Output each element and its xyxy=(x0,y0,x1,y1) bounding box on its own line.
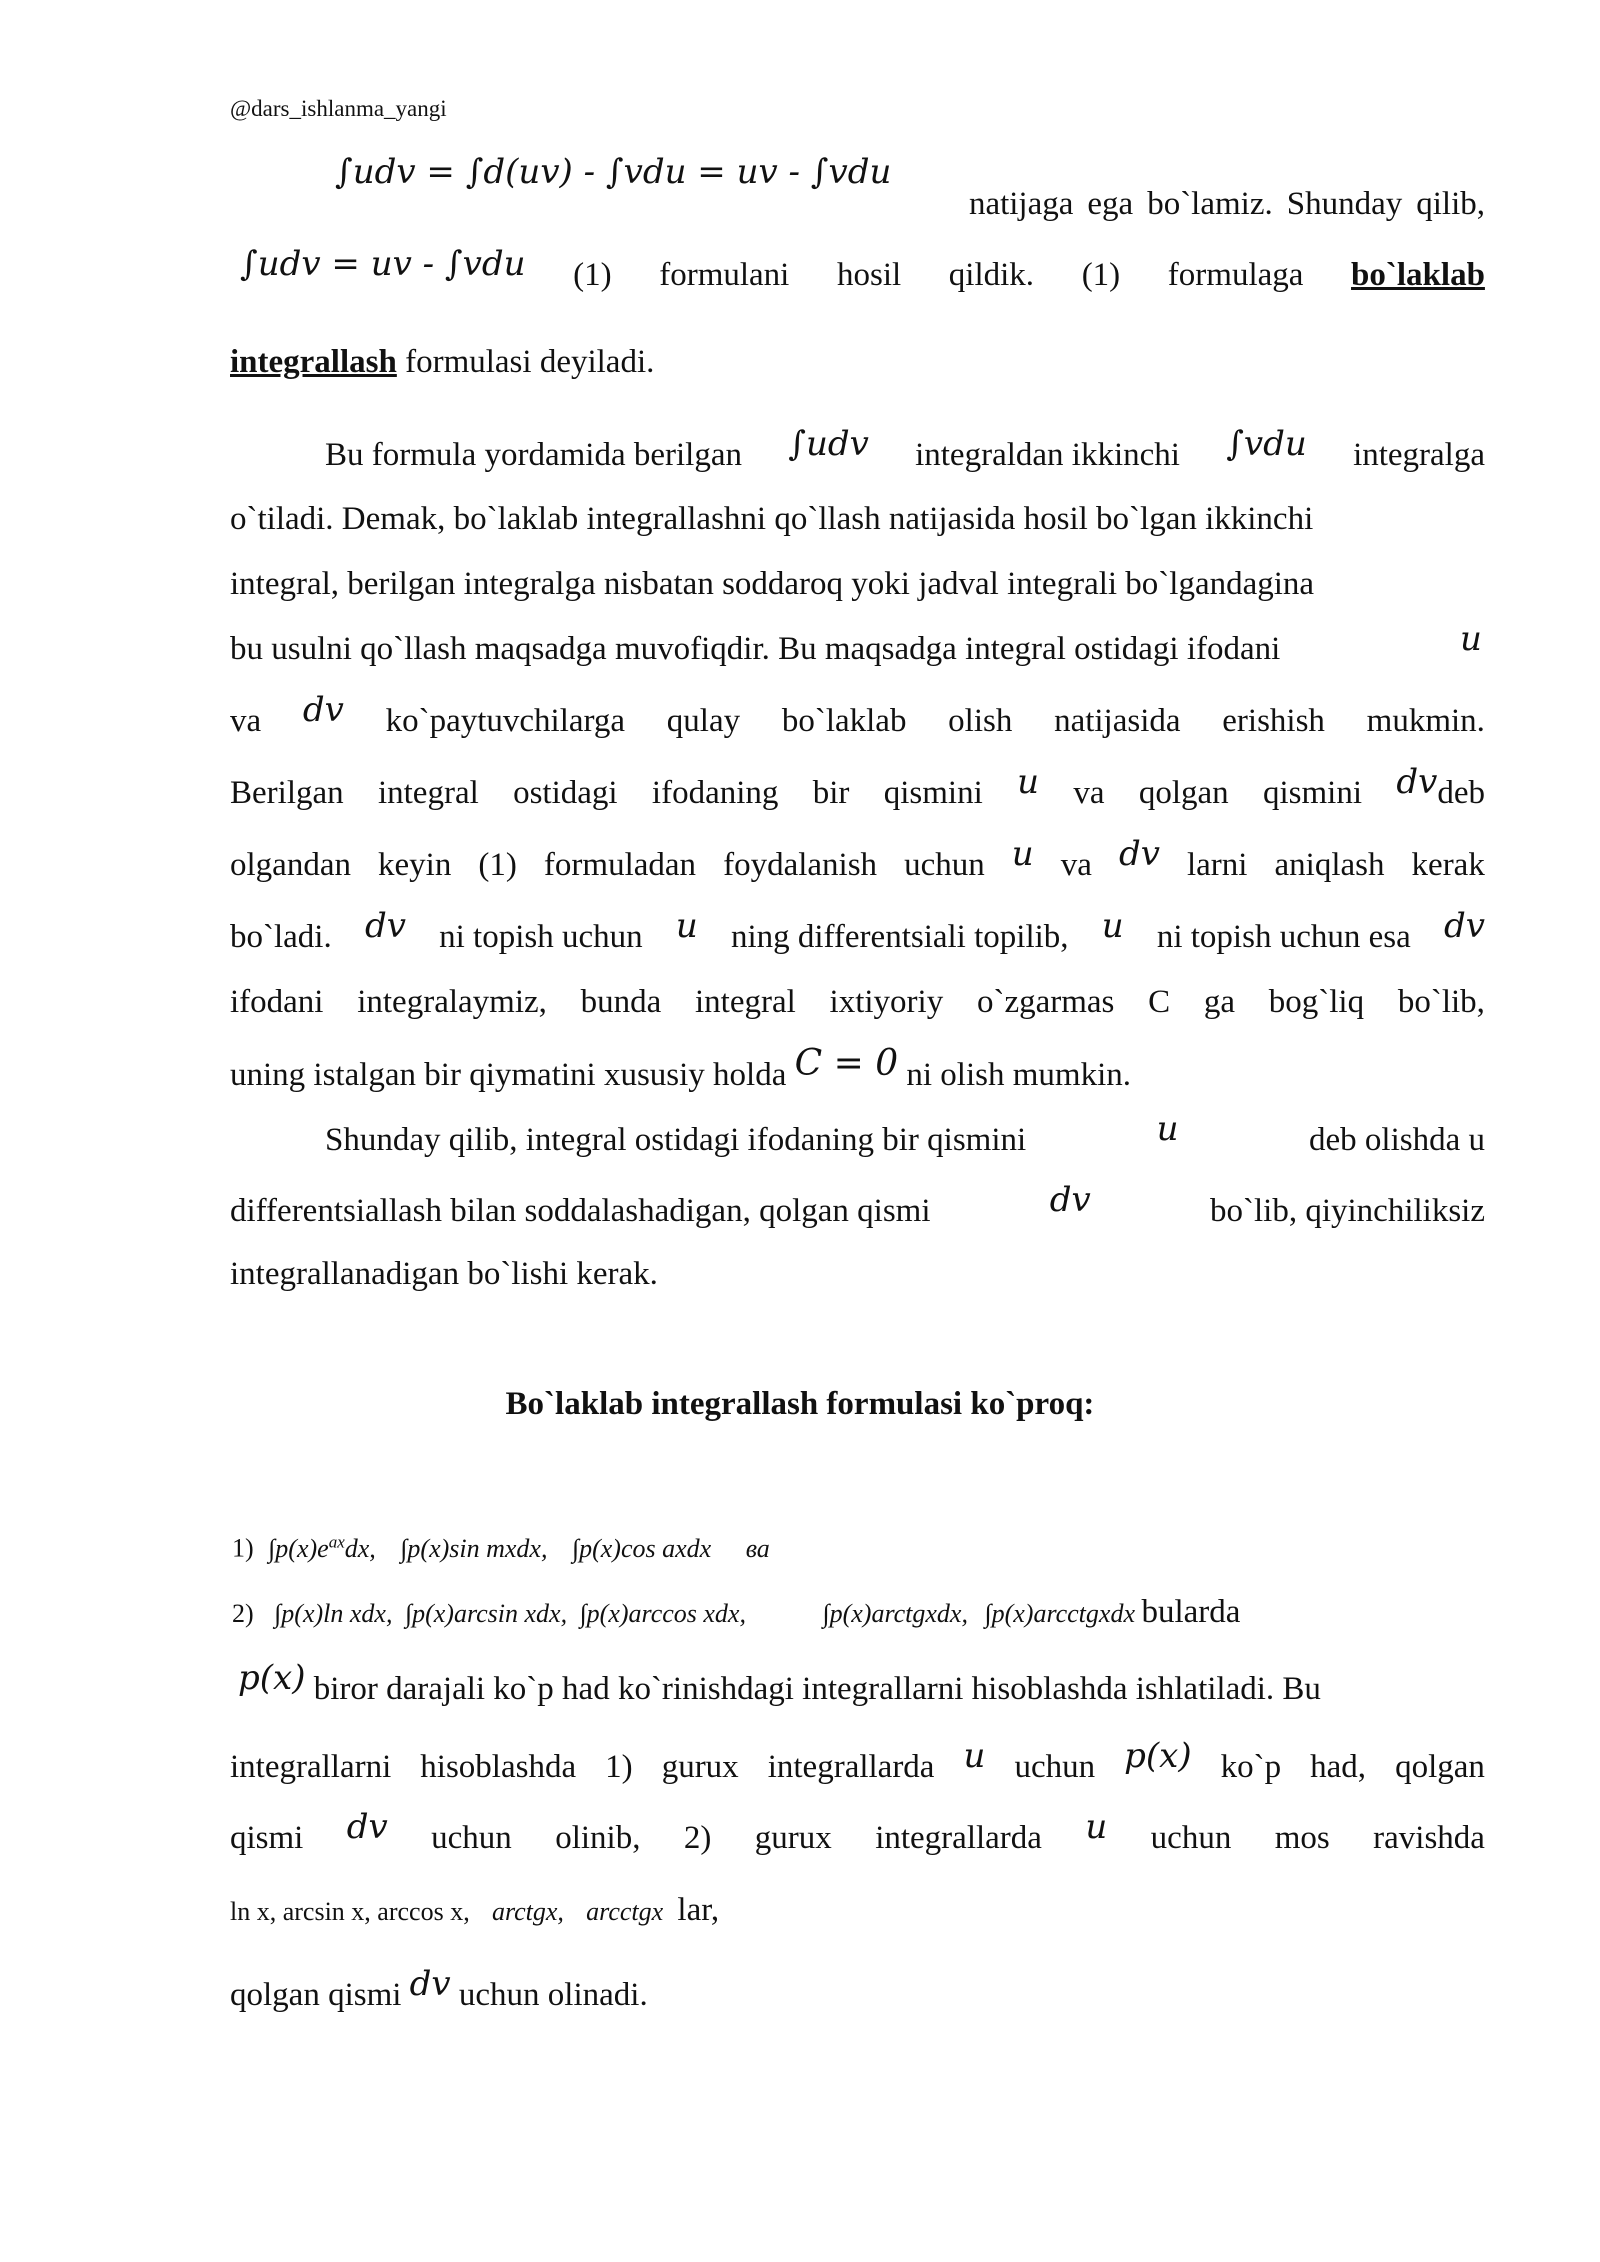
paragraph-line xyxy=(325,1109,1485,1162)
formula-main: ∫udv = uv - ∫vdu xyxy=(240,244,526,284)
formula-inline: ∫vdu xyxy=(1226,424,1307,464)
paragraph-line xyxy=(240,244,1485,297)
line-text: formulasi deyiladi. xyxy=(396,344,655,380)
math-var: u xyxy=(1460,619,1482,659)
math-var: dv xyxy=(1118,834,1160,874)
formula-integration-by-parts: ∫udv = ∫d(uv) - ∫vdu = uv - ∫vdu xyxy=(335,152,892,192)
paragraph-line xyxy=(230,1043,1485,1097)
word: had, xyxy=(1310,1749,1367,1785)
word: va xyxy=(1073,775,1105,811)
word: natijasida xyxy=(1054,703,1181,739)
formula-inline: arcctgx xyxy=(586,1897,664,1926)
paragraph-line xyxy=(230,619,1485,671)
word: gurux xyxy=(754,1820,832,1856)
word: qismini xyxy=(883,775,983,811)
formula-inline: ∫udv xyxy=(788,424,869,464)
line-text: ning differentsiali topilib, xyxy=(730,919,1069,955)
word: bo`laklab xyxy=(781,703,907,739)
formula-inline: p(x) xyxy=(1124,1736,1192,1776)
word: ixtiyoriy xyxy=(829,984,944,1020)
paragraph-line xyxy=(230,1888,1485,1934)
word: foydalanish xyxy=(723,847,878,883)
word: (1) xyxy=(573,257,612,293)
word: olinib, xyxy=(555,1820,641,1856)
word: formulaga xyxy=(1167,257,1304,293)
line-text: ni topish uchun xyxy=(439,919,643,955)
formula-inline: arctgx, xyxy=(491,1897,564,1926)
paragraph-line: integral, berilgan integralga nisbatan soddaroq yoki jadval integrali bo`lgandagina xyxy=(230,566,1315,602)
paragraph-line xyxy=(230,1180,1485,1233)
formula-part: ∫p(x)e xyxy=(268,1533,329,1563)
word: aniqlash xyxy=(1274,847,1385,883)
word: bir xyxy=(812,775,850,811)
word: ega xyxy=(1087,186,1134,222)
math-var: dv xyxy=(1443,906,1485,946)
word: kerak xyxy=(1411,847,1485,883)
line-text: uchun olinadi. xyxy=(458,1977,648,2013)
line-text xyxy=(969,182,1485,226)
word: qismi xyxy=(230,1820,304,1856)
formula-part: ва xyxy=(745,1533,770,1563)
math-var: u xyxy=(1085,1807,1108,1847)
paragraph-line xyxy=(230,980,1485,1024)
word: ko`paytuvchilarga xyxy=(385,703,626,739)
math-var: u xyxy=(675,906,698,946)
line-text: ni topish uchun esa xyxy=(1156,919,1411,955)
word: qolgan xyxy=(1138,775,1229,811)
formula-part: ∫p(x)arctgxdx, xyxy=(822,1599,968,1628)
word: qolgan xyxy=(1395,1749,1485,1785)
list-number: 1) xyxy=(232,1533,254,1563)
word: C xyxy=(1148,984,1171,1020)
word: formulani xyxy=(659,257,790,293)
word: uchun xyxy=(904,847,985,883)
paragraph-line xyxy=(230,340,1485,384)
word: qildik. xyxy=(948,257,1035,293)
formula-part: ∫p(x)arcsin xdx, xyxy=(404,1599,568,1628)
bold-term: integrallash xyxy=(230,344,397,380)
paragraph-line xyxy=(230,762,1485,815)
word: bunda xyxy=(580,984,662,1020)
line-text: Bu formula yordamida berilgan xyxy=(325,437,742,473)
word: ostidagi xyxy=(513,775,618,811)
line-text: integralga xyxy=(1353,437,1485,473)
word: keyin xyxy=(378,847,452,883)
word: ravishda xyxy=(1373,1820,1485,1856)
math-var: u xyxy=(1156,1109,1179,1149)
word: integrallarda xyxy=(767,1749,935,1785)
paragraph-line xyxy=(230,1658,1485,1711)
word: va xyxy=(230,703,262,739)
word: bo`lib, xyxy=(1397,984,1485,1020)
line-text: bo`lib, qiyinchiliksiz xyxy=(1210,1193,1485,1229)
word: integrallarni xyxy=(230,1749,392,1785)
paragraph-line xyxy=(325,424,1485,477)
paragraph-line xyxy=(230,906,1485,959)
paragraph-line: o`tiladi. Demak, bo`laklab integrallashni qo`llash natijasida hosil bo`lgan ikkinchi xyxy=(230,501,1314,537)
word: deb xyxy=(1437,775,1485,811)
line-text: bo`ladi. xyxy=(230,919,332,955)
line-text: ni olish mumkin. xyxy=(906,1057,1131,1093)
word: qilib, xyxy=(1416,186,1485,222)
paragraph-line: integrallanadigan bo`lishi kerak. xyxy=(230,1256,658,1292)
word: 1) xyxy=(605,1749,633,1785)
word: larni xyxy=(1186,847,1248,883)
word: ga xyxy=(1203,984,1236,1020)
word: hosil xyxy=(836,257,902,293)
line-text: bularda xyxy=(1141,1594,1241,1630)
word: mos xyxy=(1274,1820,1330,1856)
word: qulay xyxy=(666,703,741,739)
word: ko`p xyxy=(1220,1749,1282,1785)
word: erishish xyxy=(1222,703,1325,739)
word: bo`lamiz. xyxy=(1147,186,1273,222)
formula-inline: ln x, arcsin x, arccos x, xyxy=(230,1897,470,1926)
formula-inline: C = 0 xyxy=(794,1043,899,1084)
word: olish xyxy=(948,703,1013,739)
header-watermark: @dars_ishlanma_yangi xyxy=(230,96,447,121)
line-text: differentsiallash bilan soddalashadigan, qolgan qismi xyxy=(230,1193,931,1229)
word: va xyxy=(1060,847,1092,883)
word: olgandan xyxy=(230,847,351,883)
formula-exponent: ax xyxy=(328,1532,345,1551)
section-heading: Bo`laklab integrallash formulasi ko`proq: xyxy=(505,1386,1095,1422)
formula-part: dx, xyxy=(344,1533,376,1563)
word: formuladan xyxy=(543,847,697,883)
paragraph-line xyxy=(230,1964,1485,2017)
formula-part: ∫p(x)cos axdx xyxy=(571,1533,712,1563)
word: o`zgarmas xyxy=(976,984,1115,1020)
word: natijaga xyxy=(968,186,1074,222)
formula-part: ∫p(x)ln xdx, xyxy=(274,1599,393,1628)
word: 2) xyxy=(683,1820,712,1856)
line-text: qolgan qismi xyxy=(230,1977,402,2013)
formula-part: ∫p(x)arccos xdx, xyxy=(579,1599,746,1628)
line-text: uning istalgan bir qiymatini xususiy holda xyxy=(230,1057,787,1093)
word: integral xyxy=(377,775,479,811)
word: Berilgan xyxy=(230,775,344,811)
word: uchun xyxy=(1150,1820,1232,1856)
word: gurux xyxy=(661,1749,739,1785)
bold-term: bo`laklab xyxy=(1351,257,1485,293)
line-text: integraldan ikkinchi xyxy=(915,437,1180,473)
math-var: dv xyxy=(1049,1180,1091,1220)
paragraph-line xyxy=(335,152,1485,222)
formula-group-2 xyxy=(232,1590,1487,1636)
line-text: bu usulni qo`llash maqsadga muvofiqdir. Bu maqsadga integral ostidagi ifodani xyxy=(230,631,1281,667)
word: integral xyxy=(695,984,796,1020)
formula-inline: p(x) xyxy=(238,1658,306,1698)
formula-part: ∫p(x)sin mxdx, xyxy=(400,1533,548,1563)
word: ifodaning xyxy=(651,775,779,811)
line-text: lar, xyxy=(677,1892,720,1928)
word: uchun xyxy=(1014,1749,1096,1785)
word: uchun xyxy=(431,1820,512,1856)
word: (1) xyxy=(478,847,517,883)
word: integrallarda xyxy=(875,1820,1042,1856)
word: mukmin. xyxy=(1366,703,1485,739)
math-var: u xyxy=(963,1736,986,1776)
paragraph-line xyxy=(230,1736,1485,1789)
paragraph-line xyxy=(230,1807,1485,1860)
line-text: biror darajali ko`p had ko`rinishdagi integrallarni hisoblashda ishlatiladi. Bu xyxy=(313,1671,1321,1707)
word: hisoblashda xyxy=(420,1749,577,1785)
word: bog`liq xyxy=(1268,984,1365,1020)
word: ifodani xyxy=(230,984,324,1020)
word: (1) xyxy=(1081,257,1121,293)
paragraph-line xyxy=(230,690,1485,743)
formula-group-1 xyxy=(232,1520,1487,1571)
list-number: 2) xyxy=(232,1599,254,1628)
math-var: u xyxy=(1101,906,1124,946)
math-var: dv xyxy=(409,1964,451,2004)
math-var: u xyxy=(1017,762,1039,802)
paragraph-line xyxy=(230,834,1485,887)
math-var: u xyxy=(1011,834,1034,874)
math-var: dv xyxy=(302,690,344,730)
formula-part: ∫p(x)arcctgxdx xyxy=(984,1599,1135,1628)
math-var: dv xyxy=(346,1807,388,1847)
word: qismini xyxy=(1262,775,1362,811)
line-text: deb olishda u xyxy=(1309,1122,1485,1158)
math-var: dv xyxy=(364,906,406,946)
math-var: dv xyxy=(1396,762,1438,802)
line-text: Shunday qilib, integral ostidagi ifodaning bir qismini xyxy=(325,1122,1027,1158)
word: integralaymiz, xyxy=(357,984,547,1020)
word: Shunday xyxy=(1286,186,1403,222)
